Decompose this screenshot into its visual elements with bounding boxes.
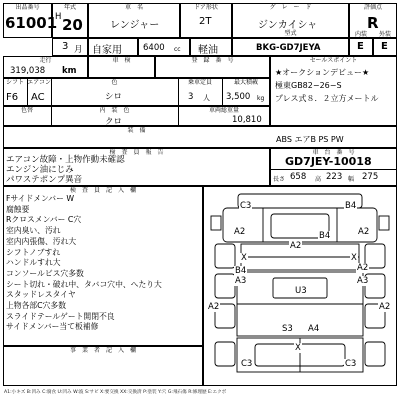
note-item: 室内臭い、汚れ	[6, 226, 61, 236]
damage-mark: A3	[235, 276, 247, 286]
equipment: ABS エアB PS PW	[276, 135, 344, 144]
damage-mark: X	[295, 343, 301, 353]
interior-label: 内装	[354, 31, 367, 38]
dealer-notes-label: 事 業 者 記 入 欄	[69, 347, 136, 354]
year-label: 年式	[63, 4, 76, 11]
mileage-label: 走行	[39, 57, 52, 64]
grade-label: グ レ ー ド	[269, 4, 312, 11]
damage-mark: A2	[208, 302, 220, 312]
damage-mark: U3	[295, 286, 307, 296]
shaken-month: 3	[62, 41, 69, 52]
car-name-label: 車 名	[124, 4, 143, 11]
registration-label: 登 録 番 号	[191, 57, 234, 64]
max-load: 3,500	[226, 92, 251, 102]
gross-weight: 10,810	[232, 115, 262, 125]
note-item: Rクロスメンバー C穴	[6, 215, 82, 225]
damage-mark: A2	[357, 263, 369, 273]
damage-mark: B4	[319, 231, 331, 241]
inspection-report-label: 検 査 員 報 告	[109, 149, 164, 156]
model-year: 20	[62, 16, 83, 34]
note-item: 上物各部C穴多数	[6, 301, 67, 311]
exterior-grade: E	[381, 41, 388, 52]
interior-grade: E	[357, 41, 364, 52]
body-color: シロ	[105, 92, 123, 102]
score-label: 評価点	[363, 4, 382, 11]
door-type: 2T	[199, 16, 212, 27]
damage-mark: A2	[234, 227, 246, 237]
damage-mark: A4	[308, 324, 320, 334]
damage-mark: C3	[240, 201, 252, 211]
dim-height: 223	[326, 172, 343, 182]
trim-label: 内 装 色	[99, 107, 130, 114]
sales-point-item: 極東GB82−26−S	[275, 81, 342, 90]
ac-label: エアコン	[27, 79, 51, 86]
note-item: コンソールビス穴多数	[6, 268, 84, 278]
note-item: サイドメンバー当て板補修	[6, 322, 99, 332]
load-label: 最大積載	[233, 79, 258, 86]
capacity-unit: 人	[203, 94, 210, 102]
note-item: ハンドルすれ大	[6, 258, 61, 268]
dim-width: 275	[362, 172, 379, 182]
inspection-item: エアコン故障・上物作動未確認	[6, 155, 125, 165]
doors-label: ドア形状	[194, 4, 218, 11]
era-mark: H	[55, 12, 62, 22]
lot-label: 出品番号	[15, 4, 40, 11]
shift-label: シフト	[5, 79, 24, 86]
fuel: 軽油	[198, 45, 218, 56]
damage-mark: S3	[282, 324, 293, 334]
inspection-report-list	[6, 155, 125, 185]
dim-width-label: 幅	[348, 176, 355, 183]
dim-length: 658	[290, 172, 307, 182]
note-item: シフトノブすれ	[6, 247, 61, 257]
sales-point-label: セールスポイント	[309, 57, 358, 64]
sales-point-item: プレス式８．２立方メートル	[275, 94, 379, 103]
damage-mark: B4	[345, 201, 357, 211]
seating-capacity: 3	[188, 92, 194, 102]
load-unit: kg	[257, 95, 265, 102]
shaken-box	[52, 38, 88, 56]
damage-mark: B4	[235, 266, 247, 276]
chassis-label: 車 台 番 号	[312, 149, 355, 156]
note-item: スライドテールゲート開閉不良	[6, 311, 115, 321]
damage-mark: C3	[345, 359, 357, 369]
note-item: シート切れ・破れ中、タバコ穴中、へたり大	[6, 279, 162, 289]
damage-mark: A2	[379, 302, 391, 312]
shaken-unit: 月	[74, 45, 83, 55]
inspector-notes-list	[6, 194, 162, 333]
damage-mark: X	[241, 253, 247, 263]
note-item: 室内内張傷、汚れ大	[6, 236, 77, 246]
dim-length-label: 長さ	[273, 176, 286, 183]
mileage: 319,038	[10, 66, 46, 76]
capacity-label: 乗車定員	[187, 79, 212, 86]
damage-mark: C3	[241, 359, 253, 369]
car-name: レンジャー	[110, 20, 160, 31]
lot-number: 61001	[5, 14, 58, 32]
damage-mark: A2	[290, 241, 302, 251]
chassis-number: GD7JEY-10018	[285, 155, 372, 168]
color-label: 色	[111, 79, 118, 86]
cc-unit: cc	[174, 46, 181, 53]
shift: F6	[6, 92, 19, 103]
note-item: Fサイドメンバー W	[6, 194, 75, 203]
damage-mark: X	[351, 253, 357, 263]
inspection-item: パワステポンプ異音	[6, 175, 83, 185]
inspector-notes-label: 検 査 員 記 入 欄	[69, 187, 136, 194]
inspection-item: エンジン油にじみ	[6, 165, 74, 175]
color-change-label: 色替	[20, 107, 33, 114]
note-item: スタッドレスタイヤ	[6, 290, 76, 300]
damage-mark: A3	[357, 276, 369, 286]
model-code: BKG-GD7JEYA	[256, 43, 321, 53]
damage-legend: A1:小キズ B:凹み C:腐食 U:凹み W:波 S:サビ X:要交換 XX:交換済 P:塗装 Y:穴 G:飛石傷 R:修理歴 E:エクボ	[4, 390, 227, 395]
sales-point-item: ★オークションデビュー★	[275, 68, 370, 77]
grade: ジンカイシャ	[258, 20, 318, 31]
shaken-date-label: 車 検	[112, 57, 131, 64]
dim-height-label: 高	[315, 176, 322, 183]
note-item: 腐蝕要	[6, 204, 30, 214]
model-code-label: 型式	[284, 30, 297, 37]
score: R	[367, 14, 379, 32]
damage-mark: A2	[358, 227, 370, 237]
sales-point-list	[275, 66, 378, 105]
equipment-label: 装 備	[127, 127, 146, 134]
weight-label: 車両総重量	[208, 107, 239, 114]
air-conditioner: AC	[31, 92, 45, 103]
exterior-label: 外装	[378, 31, 391, 38]
mileage-unit: km	[62, 66, 77, 76]
engine-cc: 6400	[143, 43, 165, 53]
interior-color: クロ	[105, 117, 123, 127]
usage: 自家用	[92, 45, 122, 56]
